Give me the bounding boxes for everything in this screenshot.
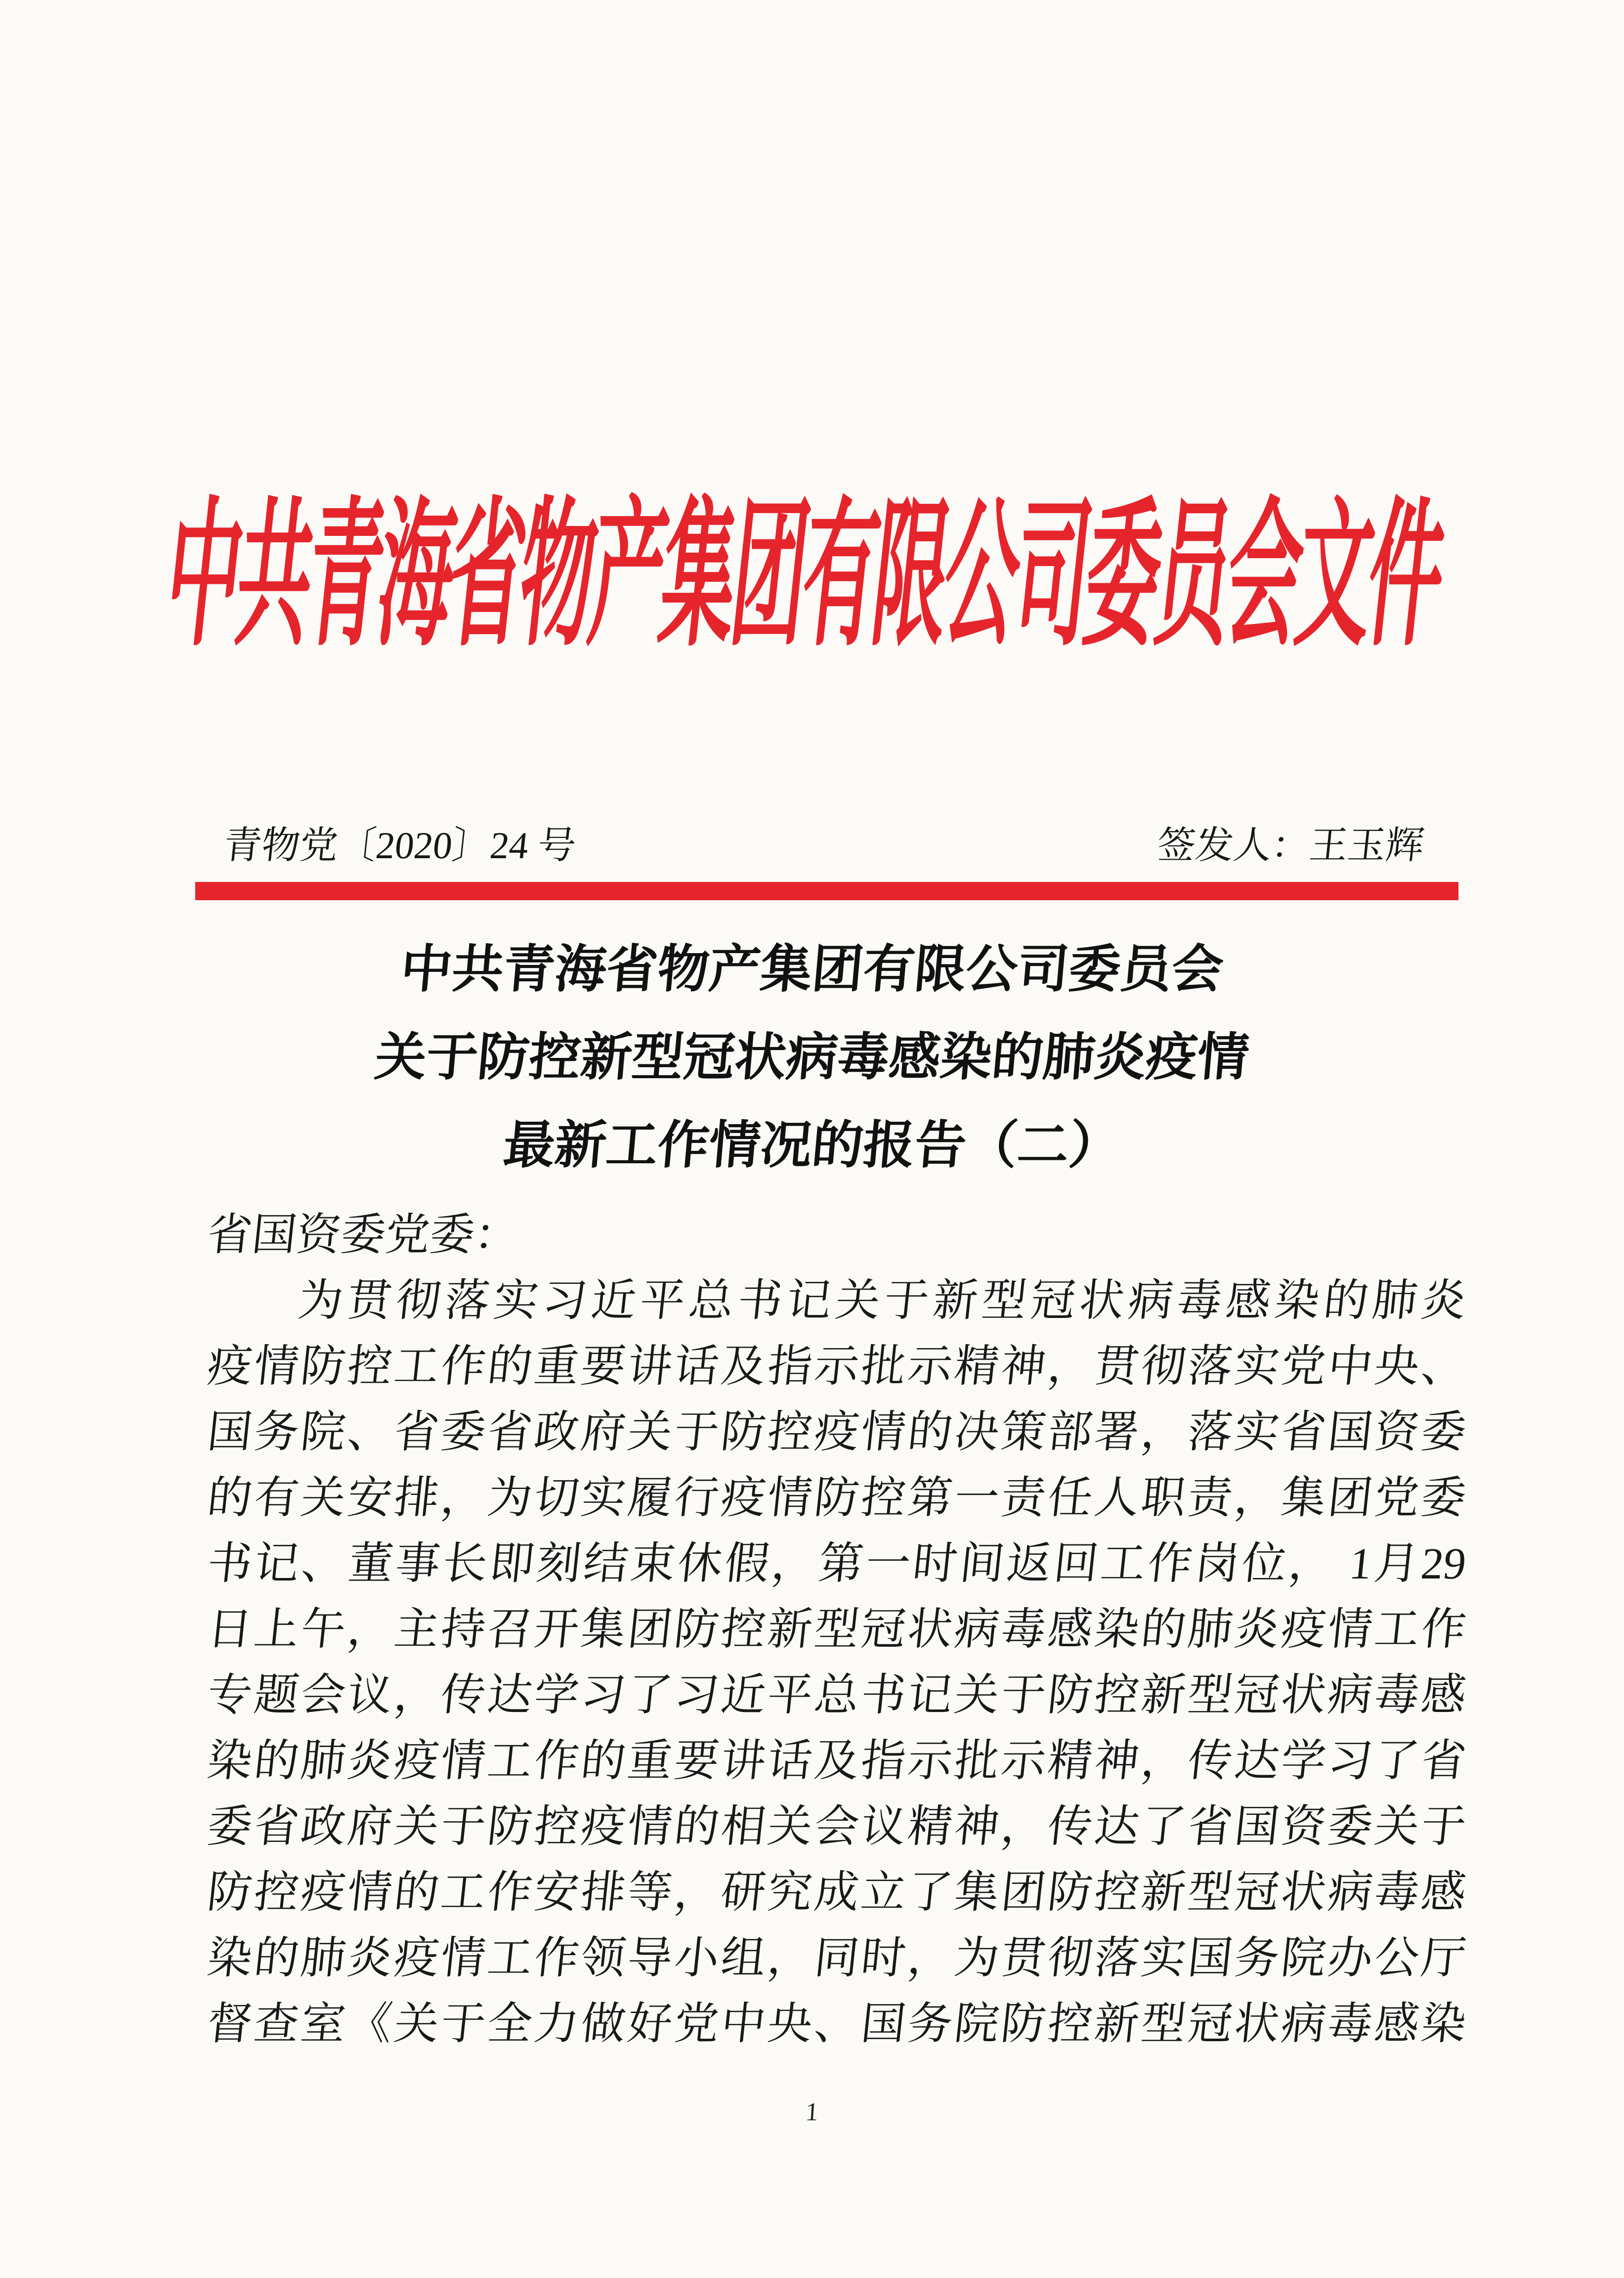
red-separator-line xyxy=(195,882,1458,900)
document-number: 青物党〔2020〕24 号 xyxy=(221,824,578,867)
body-line: 防控疫情的工作安排等，研究成立了集团防控新型冠状病毒感 xyxy=(205,1868,1469,1917)
body-line: 专题会议，传达学习了习近平总书记关于防控新型冠状病毒感 xyxy=(205,1671,1469,1720)
body-line: 国务院、省委省政府关于防控疫情的决策部署，落实省国资委 xyxy=(205,1408,1469,1457)
body-line: 疫情防控工作的重要讲话及指示批示精神，贯彻落实党中央、 xyxy=(205,1342,1469,1391)
document-title xyxy=(0,925,1624,1189)
document-title-line-3: 最新工作情况的报告（二） xyxy=(501,1117,1123,1174)
body-line: 的有关安排，为切实履行疫情防控第一责任人职责，集团党委 xyxy=(205,1474,1469,1523)
masthead-title: 中共青海省物产集团有限公司委员会文件 xyxy=(158,488,1449,665)
body-line: 染的肺炎疫情工作的重要讲话及指示批示精神，传达学习了省 xyxy=(205,1737,1469,1786)
body-line: 委省政府关于防控疫情的相关会议精神，传达了省国资委关于 xyxy=(205,1802,1469,1851)
body-line: 染的肺炎疫情工作领导小组，同时，为贯彻落实国务院办公厅 xyxy=(205,1934,1469,1983)
body-line: 督查室《关于全力做好党中央、国务院防控新型冠状病毒感染 xyxy=(205,2000,1469,2049)
document-title-line-2: 关于防控新型冠状病毒感染的肺炎疫情 xyxy=(372,1029,1252,1086)
body-line: 为贯彻落实习近平总书记关于新型冠状病毒感染的肺炎 xyxy=(296,1276,1469,1325)
document-body xyxy=(205,1202,1469,2057)
issuer-name: 签发人：王玉辉 xyxy=(1155,824,1426,867)
document-info-row xyxy=(195,821,1458,870)
body-line: 书记、董事长即刻结束休假，第一时间返回工作岗位， 1月29 xyxy=(205,1539,1469,1588)
page-number: 1 xyxy=(805,2098,819,2126)
document-title-line-1: 中共青海省物产集团有限公司委员会 xyxy=(398,941,1226,998)
body-line: 日上午，主持召开集团防控新型冠状病毒感染的肺炎疫情工作 xyxy=(205,1605,1469,1654)
salutation: 省国资委党委： xyxy=(205,1211,522,1260)
